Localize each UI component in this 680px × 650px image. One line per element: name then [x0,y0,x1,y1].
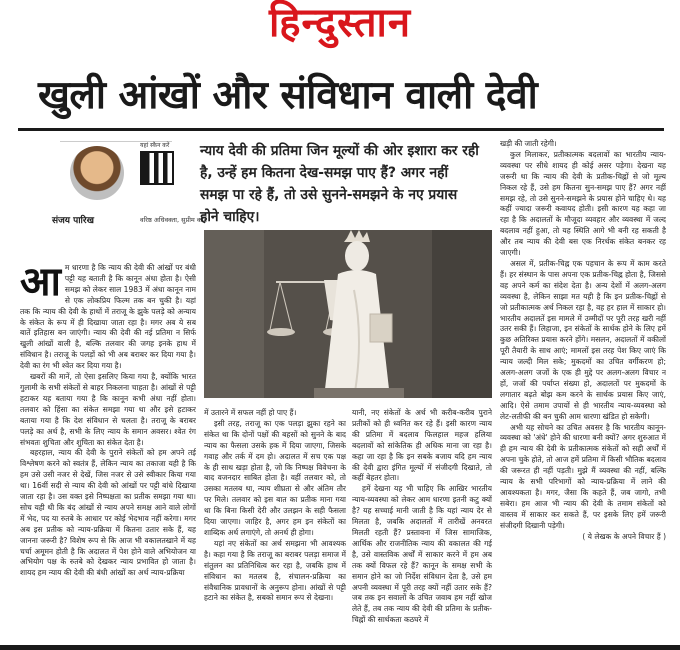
bottom-border [0,645,680,650]
masthead-logo: हिन्दुस्तान [268,0,412,46]
paragraph: इसी तरह, तराजू का एक पलड़ा झुका रहने का संकेत था कि दोनों पक्षों की बहसों को सुनने के बाद न्याय का फैसला उसके हक में दिया जाएगा, जिसके गवाह और तर्क में दम हो। अदालत में सच एक पक्ष के ही साथ खड़ा होता है, जो कि निष्पक्ष विवेचना के बाद वजनदार साबित होता है। वहीं तलवार को, तो उसका मतलब था, न्याय शीघ्रता से और अंतिम तौर पर मिले। तलवार को इस बात का प्रतीक माना गया था कि बिना किसी देरी और उलझन के सही फैसला दिया जाएगा। जाहिर है, अगर हम इन संकेतों का शाब्दिक अर्थ लगाएंगे, तो अनर्थ ही होगा। [204,418,346,537]
closing-note: ( ये लेखक के अपने विचार हैं ) [582,531,666,541]
paragraph: कुल मिलाकर, प्रतीकात्मक बदलावों का भारतीय न्याय-व्यवस्था पर सीधे शायद ही कोई असर पड़ेगा। देखना यह जरूरी था कि न्याय की देवी के प्रतीक-चिह्नों से जो मूल्य निकल रहे हैं, उसे हम कितना सुन-समझ पाए हैं? अगर नहीं समझ रहे, तो उसे सुनने-समझने के प्रयास होने चाहिए थे। यह कहीं ज्यादा जरूरी कवायद होती। इसी कारण यह कहा जा रहा है कि अदालतों के मौजूदा व्यवहार और व्यवस्था में जल्द बदलाव नहीं हुआ, तो यह स्थिति आगे भी बनी रह सकती है और तब न्याय की देवी बस एक निरर्थक संकेत बनकर रह जाएगी। [500,149,666,258]
newspaper-masthead [0,0,680,46]
qr-code-icon [140,151,174,185]
article-column-3 [352,408,492,643]
article-column-1 [20,263,196,643]
article-column-2 [204,408,346,643]
headline-divider [18,128,664,131]
article-column-4 [500,139,666,643]
author-name: संजय पारिख [52,216,94,226]
article-headline: खुली आंखों और संविधान वाली देवी [38,73,538,118]
paragraph: यानी, नए संकेतों के अर्थ भी करीब-करीब पुराने प्रतीकों को ही ध्वनित कर रहे हैं। इसी कारण न्याय की प्रतिमा में बदलाव फिलहाल महज हलिया बदलावों को सांकेतिक ही अधिक माना जा रहा है। कहा जा रहा है कि इन सबके बजाय यदि हम न्याय की देवी द्वारा इंगित मूल्यों में संजीदगी दिखाते, तो कहीं बेहतर होता। [352,408,492,483]
paragraph: बहरहाल, न्याय की देवी के पुराने संकेतों को हम अपने तई विश्लेषण करने को स्वतंत्र हैं, लेकिन न्याय का तकाजा यही है कि हम उसे उसी नजर से देखें, जिस नजर से उसे स्वीकार किया गया था। 16वीं सदी से न्याय की देवी को आंखों पर पट्टी बांधे दिखाया जाता रहा है। उस वक्त इसे निष्पक्षता का प्रतीक समझा गया था। सोच यही थी कि बंद आंखों से न्याय अपने समक्ष आने वाले लोगों में भेद, पद या रुतबे के आधार पर कोई भेदभाव नहीं करेगा। मगर अब इस प्रतीक को न्याय-प्रक्रिया में कितना उतार सके हैं, यह जानना जरूरी है? विशेष रूप से कि आज भी वकालतखाने में यह चर्चा अमूमन होती है कि अदालत में पेश होने वाले अभियोजन या अभियोग पक्ष के रुतबे को देखकर न्याय प्रभावित हो जाता है। शायद हम न्याय की देवी की बंधी आंखों का अर्थ न्याय-प्रक्रिया [20,448,196,578]
paragraph: अभी यह सोचने का उचित अवसर है कि भारतीय कानून-व्यवस्था को 'अंधे' होने की धारणा बनी क्यों? अगर शुरुआत में ही हम न्याय की देवी के प्रतीकात्मक संकेतों को सही अर्थों में अपना चुके होते, तो आज हमें प्रतिमा में किसी भौतिक बदलाव की जरूरत ही नहीं पड़ती। मुझे मैं व्यवस्था की नहीं, बल्कि न्याय के सभी परिभागों को न्याय-प्रक्रिया में लाने की आवश्यकता है। मगर, जैसा कि कहते हैं, जब जागो, तभी सबेरा। हम आज भी न्याय की देवी के तमाम संकेतों को वास्तव में साकार कर सकते हैं, पर इसके लिए हमें जरूरी संजीदगी दिखानी पड़ेगी। [500,422,666,530]
paragraph: खड़ी की जाती रहेगी। [500,139,557,148]
lady-justice-statue-image [204,230,492,398]
drop-cap: आ [20,263,61,305]
paragraph: हमें देखना यह भी चाहिए कि आखिर भारतीय न्याय-व्यवस्था को लेकर आम धारणा इतनी कटु क्यों है? यह सच्चाई मानी जाती है कि यहां न्याय देर से मिलता है, जबकि अदालतों में तारीखें अनवरत मिलती रहती हैं? प्रस्तावना में जिस सामाजिक, आर्थिक और राजनीतिक न्याय की वकालत की गई है, उसे वास्तविक अर्थों में साकार करने में हम अब तक क्यों विफल रहे हैं? कानून के समक्ष सभी के समान होने का जो निर्देश संविधान देता है, उसे हम अपनी व्यवस्था में पूरी तरह क्यों नहीं उतार सके हैं? जब तक इन सवालों के उचित जवाब हम नहीं खोज लेते हैं, तब तक न्याय की देवी की प्रतिमा के प्रतीक-चिह्नों की सार्थकता कठघरे में [352,484,492,625]
paragraph: यहां नए संकेतों का अर्थ समझना भी आवश्यक है। कहा गया है कि तराजू का बराबर पलड़ा समाज में संतुलन का प्रतिनिधित्व कर रहा है, जबकि हाथ में संविधान का मतलब है, संचालन-प्रक्रिया का संवैधानिक प्रावधानों के अनुरूप होना। आंखों से पट्टी हटाने का संकेत है, सबकाे समान रूप से देखना। [204,538,346,603]
statue-illustration [204,230,492,398]
author-role: वरिष्ठ अधिवक्ता, सुप्रीम कोर्ट [140,216,207,224]
paragraph: असल में, प्रतीक-चिह्न एक पहचान के रूप में काम करते हैं। हर संस्थान के पास अपना एक प्रतीक-चिह्न होता है, जिससे वह अपने कर्म का संदेश देता है। अन्य देशों में अलग-अलग व्यवस्था है, लेकिन साझा मत यही है कि इन प्रतीक-चिह्नों से जो प्रतीकात्मक अर्थ निकल रहा है, वह हर हाल में साकार हो। भारतीय अदालतें इस मामले में उम्मीदों पर पूरी तरह खरी नहीं उतर सकी हैं। लिहाजा, इन संकेतों के सार्थक होने के लिए हमें कुछ अतिरिक्त प्रयास करने होंगे। मसलन, अदालतों में वकीलों पूरी तैयारी के साथ आएं; मामलों इस तरह पेश किए जाएं कि न्याय जल्दी मिल सके; मुकदमों का उचित वर्गीकरण हो; अलग-अलग जजों के एक ही मुद्दे पर अलग-अलग विचार न हों, जजों की पर्याप्त संख्या हो, अदालतों पर मुकदमों के लगातार बढ़ते बोझ कम करने के सार्थक प्रयास किए जाएं, आदि। ऐसे तमाम उपायों से ही भारतीय न्याय-व्यवस्था को लेट-लतीफी की बन चुकी आम धारणा खंडित हो सकेगी। [500,258,666,421]
paragraph: खबरों की मानें, तो ऐसा इसलिए किया गया है, क्योंकि भारत गुलामी के सभी संकेतों से बाहर निकलना चाहता है। आंखों से पट्टी हटाकर यह बताया गया है कि कानून कभी अंधा नहीं होता। तलवार को हिंसा का संकेत समझा गया था और इसे हटाकर बताया गया है कि देश संविधान से चलता है। तराजू के बराबर पलड़े का अर्थ है, सभी के लिए न्याय के समान अवसर। श्वेत रंग संभवतः शुचिता और शुचिता का संकेत देता है। [20,372,196,447]
author-photo [70,146,124,200]
paragraph: में उतारने में सफल नहीं हो पाए हैं। [204,408,297,417]
pull-quote: न्याय देवी की प्रतिमा जिन मूल्यों की ओर इशारा कर रही है, उन्हें हम कितना देख-समझ पाए हैं? अगर नहीं समझ पा रहे हैं, तो उसे सुनने-समझने के नए प्रयास होने चाहिए। [200,143,479,225]
qr-label: यहां स्कैन करें [140,142,170,149]
paragraph: म धारणा है कि न्याय की देवी की आंखों पर बंधी पट्टी यह बताती है कि कानून अंधा होता है। ऐसी समझ को लेकर साल 1983 में अंधा कानून नाम से एक लोकप्रिय फिल्म तक बन चुकी है। यहां तक कि न्याय की देवी के हाथों में तराजू के झुके पलड़े को अन्याय के संकेत के रूप में ही दिखाया जाता रहा है। मगर अब ये सब बातें इतिहास बन जाएंगी। न्याय की देवी की नई प्रतिमा न सिर्फ खुली आंखों वाली है, बल्कि तलवार की जगह इनके हाथ में संविधान है। तराजू के पलड़ों को भी अब बराबर कर दिया गया है। देवी का रंग भी श्वेत कर दिया गया है। [20,263,196,371]
